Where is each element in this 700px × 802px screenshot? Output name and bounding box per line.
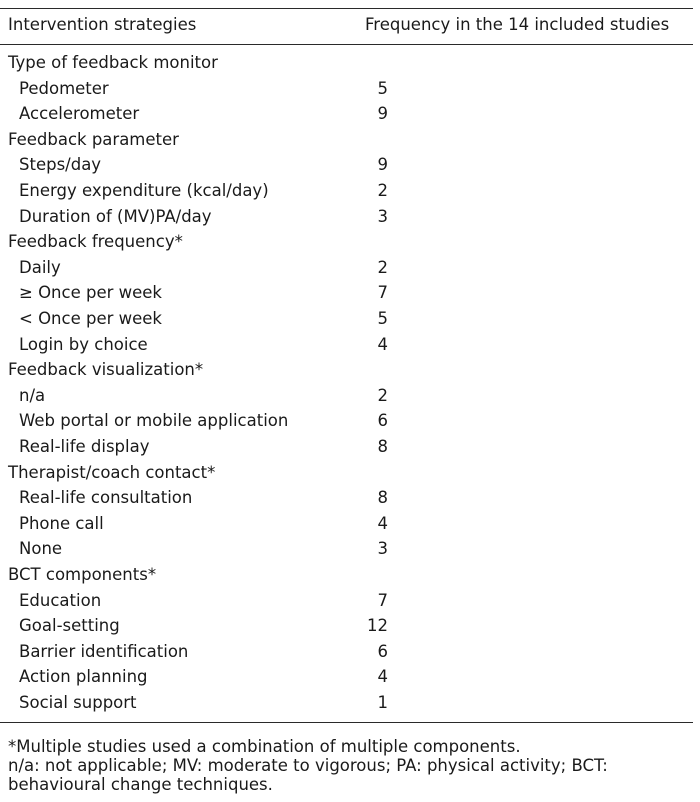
group-row bbox=[0, 229, 693, 255]
item-row bbox=[0, 408, 693, 434]
footnote-multiple-components: *Multiple studies used a combination of multiple components. bbox=[8, 737, 521, 756]
item-label: Action planning bbox=[19, 667, 148, 687]
item-row bbox=[0, 485, 693, 511]
item-frequency: 2 bbox=[377, 257, 388, 277]
item-label: Accelerometer bbox=[19, 104, 140, 124]
item-row bbox=[0, 280, 693, 306]
item-frequency: 4 bbox=[377, 334, 388, 354]
item-row bbox=[0, 613, 693, 639]
item-row bbox=[0, 332, 693, 358]
group-row bbox=[0, 460, 693, 486]
group-row bbox=[0, 50, 693, 76]
item-frequency: 6 bbox=[377, 411, 388, 431]
item-frequency: 6 bbox=[377, 641, 388, 661]
item-label: Web portal or mobile application bbox=[19, 411, 289, 431]
item-label: None bbox=[19, 539, 63, 559]
item-row bbox=[0, 306, 693, 332]
item-label: n/a bbox=[19, 385, 46, 405]
item-label: Duration of (MV)PA/day bbox=[19, 206, 212, 226]
footnote-abbreviations: n/a: not applicable; MV: moderate to vigorous; PA: physical activity; BCT: behavioural change techniques. bbox=[8, 756, 608, 794]
group-row bbox=[0, 127, 693, 153]
item-label: < Once per week bbox=[19, 309, 162, 328]
item-row bbox=[0, 383, 693, 409]
item-label: Daily bbox=[19, 257, 61, 277]
item-frequency: 5 bbox=[377, 78, 388, 98]
item-label: Pedometer bbox=[19, 78, 109, 98]
item-row bbox=[0, 434, 693, 460]
item-row bbox=[0, 588, 693, 614]
header-frequency: Frequency in the 14 included studies bbox=[365, 15, 670, 34]
item-row bbox=[0, 255, 693, 281]
item-frequency: 3 bbox=[377, 539, 388, 559]
group-row bbox=[0, 357, 693, 383]
item-label: Real-life consultation bbox=[19, 488, 193, 508]
item-label: ≥ Once per week bbox=[19, 283, 162, 303]
item-frequency: 4 bbox=[377, 513, 388, 533]
item-row bbox=[0, 152, 693, 178]
item-row bbox=[0, 639, 693, 665]
item-label: Login by choice bbox=[19, 334, 148, 354]
item-label: Energy expenditure (kcal/day) bbox=[19, 181, 269, 200]
item-label: Barrier identification bbox=[19, 641, 189, 661]
item-label: Goal-setting bbox=[19, 616, 120, 636]
item-row bbox=[0, 690, 693, 716]
item-frequency: 4 bbox=[377, 667, 388, 687]
item-frequency: 7 bbox=[377, 590, 388, 610]
item-row bbox=[0, 76, 693, 102]
top-rule bbox=[0, 8, 693, 9]
item-row bbox=[0, 511, 693, 537]
group-title: Feedback parameter bbox=[8, 129, 179, 149]
header-intervention-strategies: Intervention strategies bbox=[8, 15, 197, 34]
item-label: Steps/day bbox=[19, 155, 102, 175]
item-frequency: 2 bbox=[377, 181, 388, 200]
item-frequency: 8 bbox=[377, 437, 388, 456]
item-row bbox=[0, 664, 693, 690]
group-title: Therapist/coach contact* bbox=[8, 462, 216, 482]
group-title: BCT components* bbox=[8, 565, 157, 584]
item-frequency: 7 bbox=[377, 283, 388, 303]
item-label: Social support bbox=[19, 693, 137, 712]
item-label: Education bbox=[19, 590, 102, 610]
item-frequency: 8 bbox=[377, 488, 388, 508]
header-rule bbox=[0, 44, 693, 45]
item-frequency: 2 bbox=[377, 385, 388, 405]
item-row bbox=[0, 101, 693, 127]
group-row bbox=[0, 562, 693, 588]
table-header-row bbox=[0, 12, 693, 38]
group-title: Type of feedback monitor bbox=[8, 53, 218, 72]
item-frequency: 3 bbox=[377, 206, 388, 226]
item-label: Phone call bbox=[19, 513, 104, 533]
group-title: Feedback frequency* bbox=[8, 232, 183, 252]
item-frequency: 5 bbox=[377, 309, 388, 328]
item-row bbox=[0, 178, 693, 204]
item-frequency: 9 bbox=[377, 155, 388, 175]
item-label: Real-life display bbox=[19, 437, 150, 456]
item-row bbox=[0, 536, 693, 562]
item-frequency: 9 bbox=[377, 104, 388, 124]
item-frequency: 12 bbox=[367, 616, 388, 636]
item-row bbox=[0, 204, 693, 230]
group-title: Feedback visualization* bbox=[8, 360, 204, 380]
item-frequency: 1 bbox=[377, 693, 388, 712]
bottom-rule bbox=[0, 722, 693, 723]
